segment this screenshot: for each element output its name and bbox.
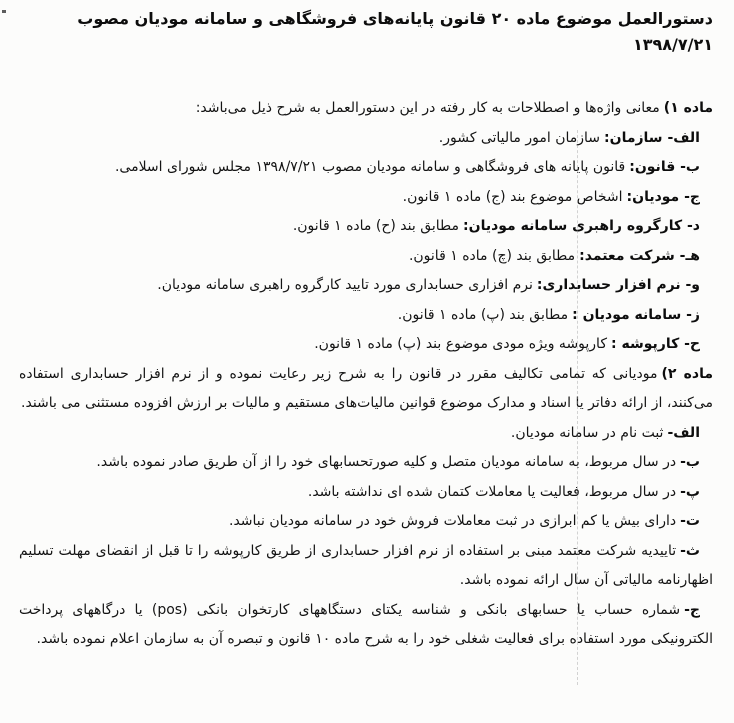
article2-heading-label: ماده ۲) — [661, 365, 714, 382]
article2-item-bank-accounts-label: ج- — [684, 601, 700, 618]
article2-item-confirmation-label: ث- — [680, 542, 700, 559]
article1-item-trusted-company-text: مطابق بند (چ) ماده ۱ قانون. — [408, 247, 576, 264]
article2-item-confirmation-text: تاییدیه شرکت معتمد مبنی بر استفاده از نرم افزار حسابداری از طریق کارپوشه را تا قبل از انقضای مهلت تسلیم اظهارنامه مالیاتی آن سال ارائه نموده باشد. — [19, 542, 713, 588]
article2-item-bank-accounts — [19, 596, 713, 655]
document-title: دستورالعمل موضوع ماده ۲۰ قانون پایانه‌های فروشگاهی و سامانه مودیان مصوب ۱۳۹۸/۷/۲۱ — [77, 9, 713, 54]
article2-item-invoices — [19, 448, 713, 478]
article1-item-law — [19, 153, 713, 183]
article1-item-accounting-software-text: نرم افزاری حسابداری مورد تایید کارگروه راهبری سامانه مودیان. — [157, 277, 533, 293]
article1-item-workspace-label: ح- کارپوشه : — [611, 336, 700, 352]
article1-item-workspace — [19, 330, 713, 360]
article2-item-invoices-label: ب- — [680, 454, 700, 470]
article1-item-organization-text: سازمان امور مالیاتی کشور. — [438, 129, 601, 146]
article1-heading-label: ماده ۱) — [663, 100, 713, 116]
article1-item-accounting-software — [19, 271, 713, 301]
article1-item-taxpayers-system-text: مطابق بند (پ) ماده ۱ قانون. — [397, 306, 569, 323]
article1-item-steering-group — [19, 212, 713, 242]
article1-item-steering-group-text: مطابق بند (ح) ماده ۱ قانون. — [292, 218, 460, 234]
article1-item-accounting-software-label: و- نرم افزار حسابداری: — [536, 277, 700, 293]
article1-heading — [19, 94, 713, 124]
article1-item-taxpayers-text: اشخاص موضوع بند (ج) ماده ۱ قانون. — [402, 188, 623, 205]
article1-item-trusted-company-label: هـ- شرکت معتمد: — [579, 247, 700, 264]
article2-item-no-misreporting — [19, 507, 713, 537]
article2-item-registration-label: الف- — [667, 424, 700, 441]
document-body — [19, 94, 713, 655]
article1-item-organization — [19, 124, 713, 154]
article2-item-no-concealment — [19, 478, 713, 508]
article1-item-taxpayers-system-label: ز- سامانه مودیان : — [572, 306, 700, 323]
article1-item-taxpayers-system — [19, 301, 713, 331]
article1-item-taxpayers — [19, 183, 713, 213]
scan-speck — [2, 10, 6, 13]
article1-item-law-label: ب- قانون: — [629, 159, 700, 175]
article2-item-bank-accounts-text: شماره حساب یا حسابهای بانکی و شناسه یکتای دستگاههای کارتخوان بانکی (pos) یا درگاههای پرداخت الکترونیکی مورد استفاده برای فعالیت شغلی خود را به شرح ماده ۱۰ قانون و تبصره آن به سازمان اعلام نموده باشد. — [19, 601, 713, 647]
article2-item-invoices-text: در سال مربوط، به سامانه مودیان متصل و کلیه صورتحسابهای خود را از آن طریق صادر نموده باشد. — [96, 454, 677, 470]
article1-item-trusted-company — [19, 242, 713, 272]
article1-item-workspace-text: کارپوشه ویژه مودی موضوع بند (پ) ماده ۱ قانون. — [314, 336, 607, 352]
article2-item-registration-text: ثبت نام در سامانه مودیان. — [510, 424, 664, 441]
article2-item-no-concealment-text: در سال مربوط، فعالیت یا معاملات کتمان شده ای نداشته باشد. — [307, 483, 677, 500]
article2-heading-text: مودیانی که تمامی تکالیف مقرر در قانون را به شرح زیر رعایت نموده و از نرم افزار حسابداری استفاده می‌کنند، از ارائه دفاتر یا اسناد و مدارک موضوع قوانین مالیات‌های مستقیم و مالیات بر ارزش افزوده مستثنی می باشند. — [19, 365, 713, 411]
article2-item-no-misreporting-label: ت- — [680, 513, 700, 529]
article2-item-no-misreporting-text: دارای بیش یا کم ابرازی در ثبت معاملات فروش خود در سامانه مودیان نباشد. — [229, 513, 677, 529]
article1-item-organization-label: الف- سازمان: — [604, 129, 700, 146]
article2-item-no-concealment-label: پ- — [680, 483, 700, 500]
article1-item-taxpayers-label: ج- مودیان: — [626, 188, 700, 205]
article1-heading-text: معانی واژه‌ها و اصطلاحات به کار رفته در این دستورالعمل به شرح ذیل می‌باشد: — [195, 100, 660, 116]
article1-item-steering-group-label: د- کارگروه راهبری سامانه مودیان: — [463, 218, 700, 234]
article1-item-law-text: قانون پایانه های فروشگاهی و سامانه مودیان مصوب ۱۳۹۸/۷/۲۱ مجلس شورای اسلامی. — [114, 159, 626, 175]
article2-heading — [19, 360, 713, 419]
article2-item-confirmation — [19, 537, 713, 596]
article2-item-registration — [19, 419, 713, 449]
